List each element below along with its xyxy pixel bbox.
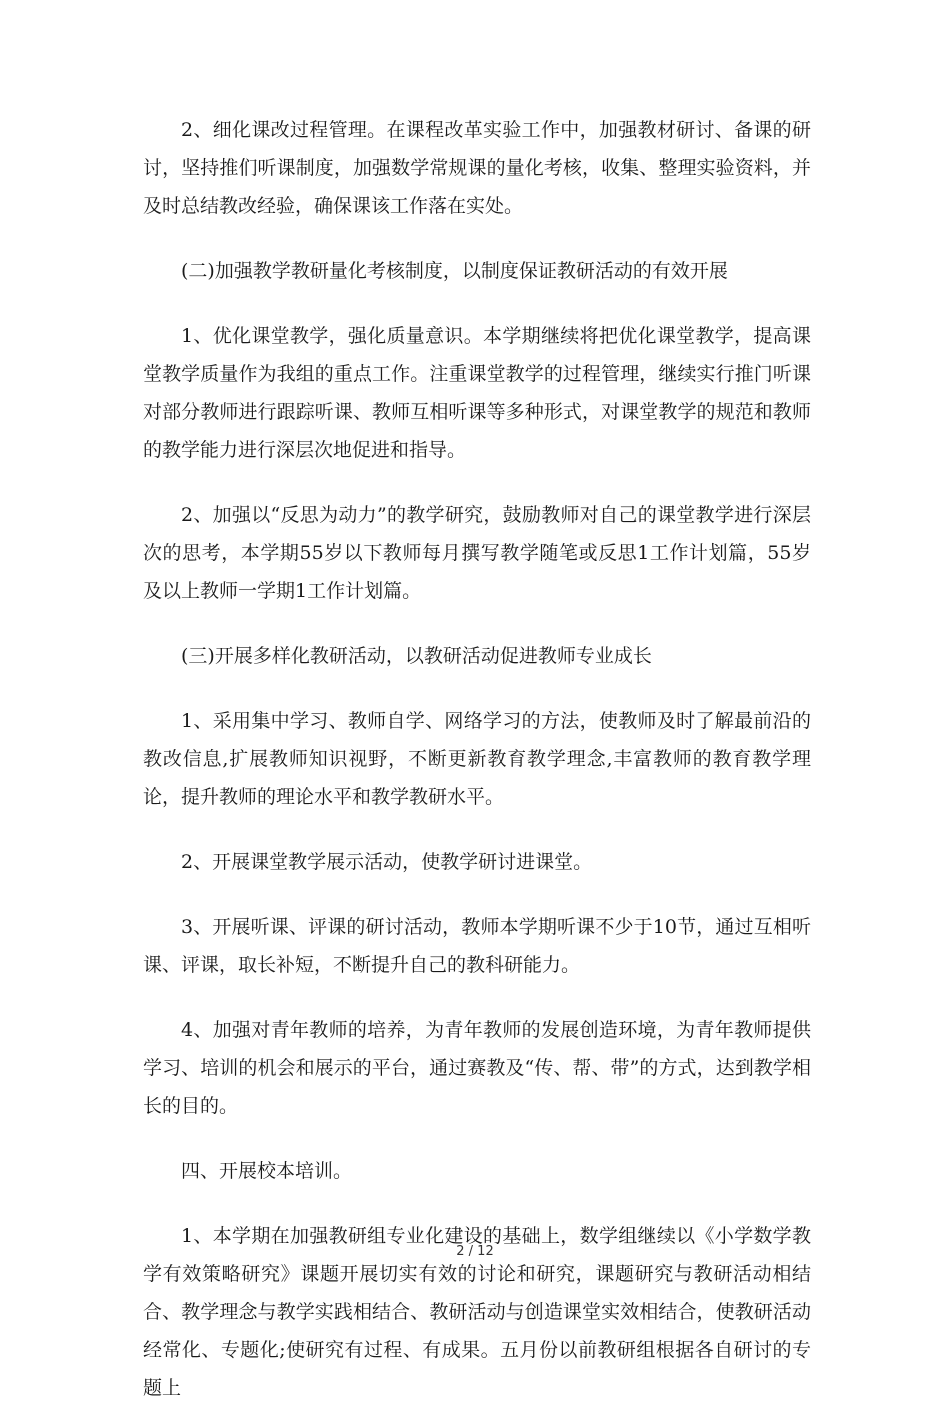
paragraph-8: 1、本学期在加强教研组专业化建设的基础上，数学组继续以《小学数学教学有效策略研究》课题开展切实有效的讨论和研究，课题研究与教研活动相结合、教学理念与教学实践相结合、教研活动与创造课堂实效相结合，使教研活动经常化、专题化;使研究有过程、有成果。五月份以前教研组根据各自研讨的专题上 [143,1225,811,1399]
section-heading-2: (二)加强教学教研量化考核制度，以制度保证教研活动的有效开展 [181,260,728,282]
paragraph-2: 1、优化课堂教学，强化质量意识。本学期继续将把优化课堂教学，提高课堂教学质量作为我组的重点工作。注重课堂教学的过程管理，继续实行推门听课对部分教师进行跟踪听课、教师互相听课等多种形式，对课堂教学的规范和教师的教学能力进行深层次地促进和指导。 [143,325,811,461]
paragraph-4: 1、采用集中学习、教师自学、网络学习的方法，使教师及时了解最前沿的教改信息,扩展教师知识视野，不断更新教育教学理念,丰富教师的教育教学理论，提升教师的理论水平和教学教研水平。 [143,710,811,808]
paragraph-7: 4、加强对青年教师的培养，为青年教师的发展创造环境，为青年教师提供学习、培训的机会和展示的平台，通过赛教及“传、帮、带”的方式，达到教学相长的目的。 [143,1019,811,1117]
page-number: 2 / 12 [456,1244,494,1259]
section-heading-3: (三)开展多样化教研活动，以教研活动促进教师专业成长 [181,645,652,667]
paragraph-3: 2、加强以“反思为动力”的教学研究，鼓励教师对自己的课堂教学进行深层次的思考，本学期55岁以下教师每月撰写教学随笔或反思1工作计划篇，55岁及以上教师一学期1工作计划篇。 [143,504,811,602]
paragraph-1: 2、细化课改过程管理。在课程改革实验工作中，加强教材研讨、备课的研讨，坚持推们听课制度，加强数学常规课的量化考核，收集、整理实验资料，并及时总结教改经验，确保课该工作落在实处。 [143,119,811,217]
paragraph-6: 3、开展听课、评课的研讨活动，教师本学期听课不少于10节，通过互相听课、评课，取长补短，不断提升自己的教科研能力。 [143,916,811,976]
document-body [143,111,811,1407]
section-heading-4: 四、开展校本培训。 [181,1160,353,1182]
paragraph-5: 2、开展课堂教学展示活动，使教学研讨进课堂。 [181,851,593,873]
